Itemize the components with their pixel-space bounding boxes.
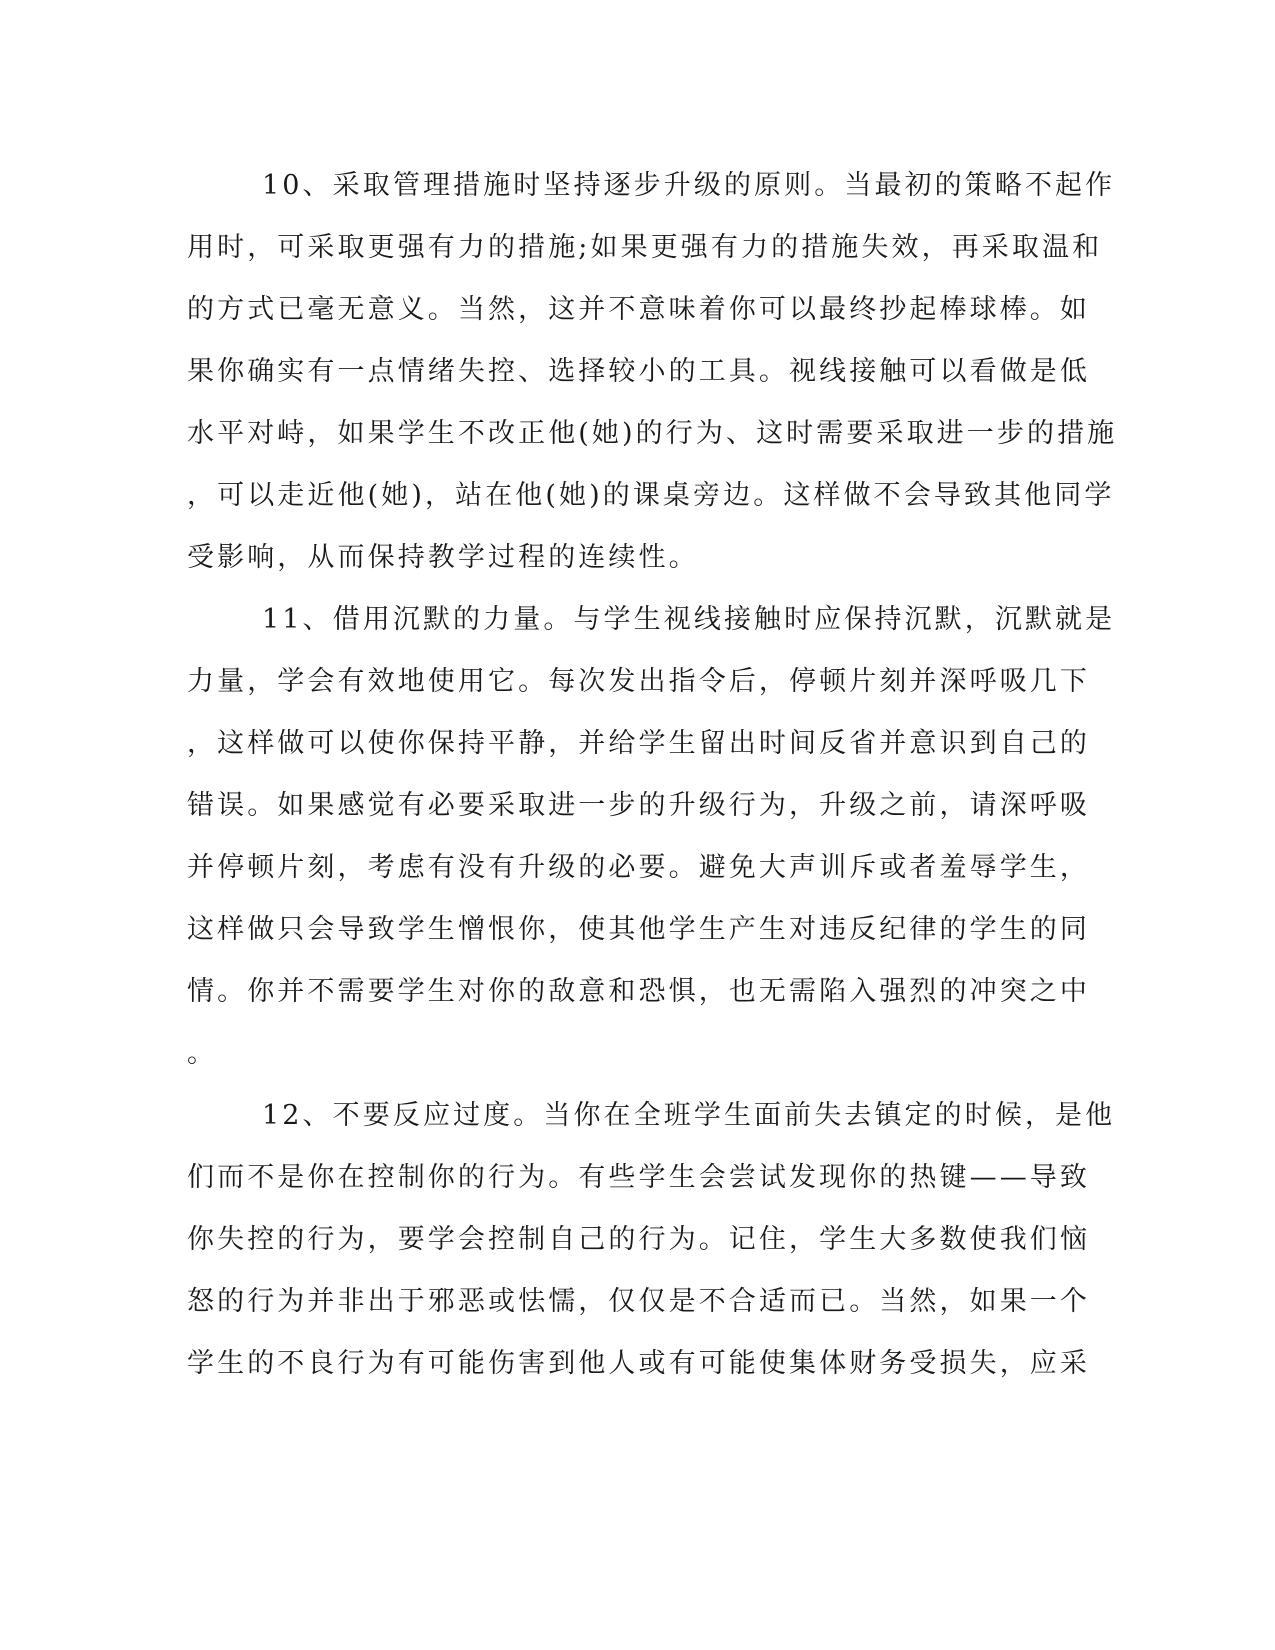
text-line: 10、采取管理措施时坚持逐步升级的原则。当最初的策略不起作: [262, 170, 1116, 201]
text-line: 力量，学会有效地使用它。每次发出指令后，停顿片刻并深呼吸几下: [187, 666, 1090, 697]
text-line: 错误。如果感觉有必要采取进一步的升级行为，升级之前，请深呼吸: [187, 790, 1090, 821]
text-line: 学生的不良行为有可能伤害到他人或有可能使集体财务受损失，应采: [187, 1348, 1090, 1379]
paragraph-10: [187, 155, 1118, 589]
text-line: ，这样做可以使你保持平静，并给学生留出时间反省并意识到自己的: [187, 728, 1090, 759]
paragraph-11: [187, 589, 1116, 1085]
text-line: 们而不是你在控制你的行为。有些学生会尝试发现你的热键——导致: [187, 1162, 1090, 1193]
text-line: 受影响，从而保持教学过程的连续性。: [187, 542, 699, 573]
text-line: 11、借用沉默的力量。与学生视线接触时应保持沉默，沉默就是: [262, 604, 1116, 635]
text-line: 的方式已毫无意义。当然，这并不意味着你可以最终抄起棒球棒。如: [187, 294, 1090, 325]
text-line: 12、不要反应过度。当你在全班学生面前失去镇定的时候，是他: [262, 1100, 1116, 1131]
text-line: 并停顿片刻，考虑有没有升级的必要。避免大声训斥或者羞辱学生，: [187, 852, 1090, 883]
document-body: [187, 155, 1118, 1395]
text-line: 用时，可采取更强有力的措施;如果更强有力的措施失效，再采取温和: [187, 232, 1103, 263]
text-line: 果你确实有一点情绪失控、选择较小的工具。视线接触可以看做是低: [187, 356, 1090, 387]
text-line: 这样做只会导致学生憎恨你，使其他学生产生对违反纪律的学生的同: [187, 914, 1090, 945]
paragraph-12: [187, 1085, 1116, 1395]
text-line: 。: [187, 1038, 218, 1069]
text-line: ，可以走近他(她)，站在他(她)的课桌旁边。这样做不会导致其他同学: [187, 480, 1115, 511]
text-line: 情。你并不需要学生对你的敌意和恐惧，也无需陷入强烈的冲突之中: [187, 976, 1090, 1007]
text-line: 水平对峙，如果学生不改正他(她)的行为、这时需要采取进一步的措施: [187, 418, 1118, 449]
text-line: 你失控的行为，要学会控制自己的行为。记住，学生大多数使我们恼: [187, 1224, 1090, 1255]
text-line: 怒的行为并非出于邪恶或怯懦，仅仅是不合适而已。当然，如果一个: [187, 1286, 1090, 1317]
